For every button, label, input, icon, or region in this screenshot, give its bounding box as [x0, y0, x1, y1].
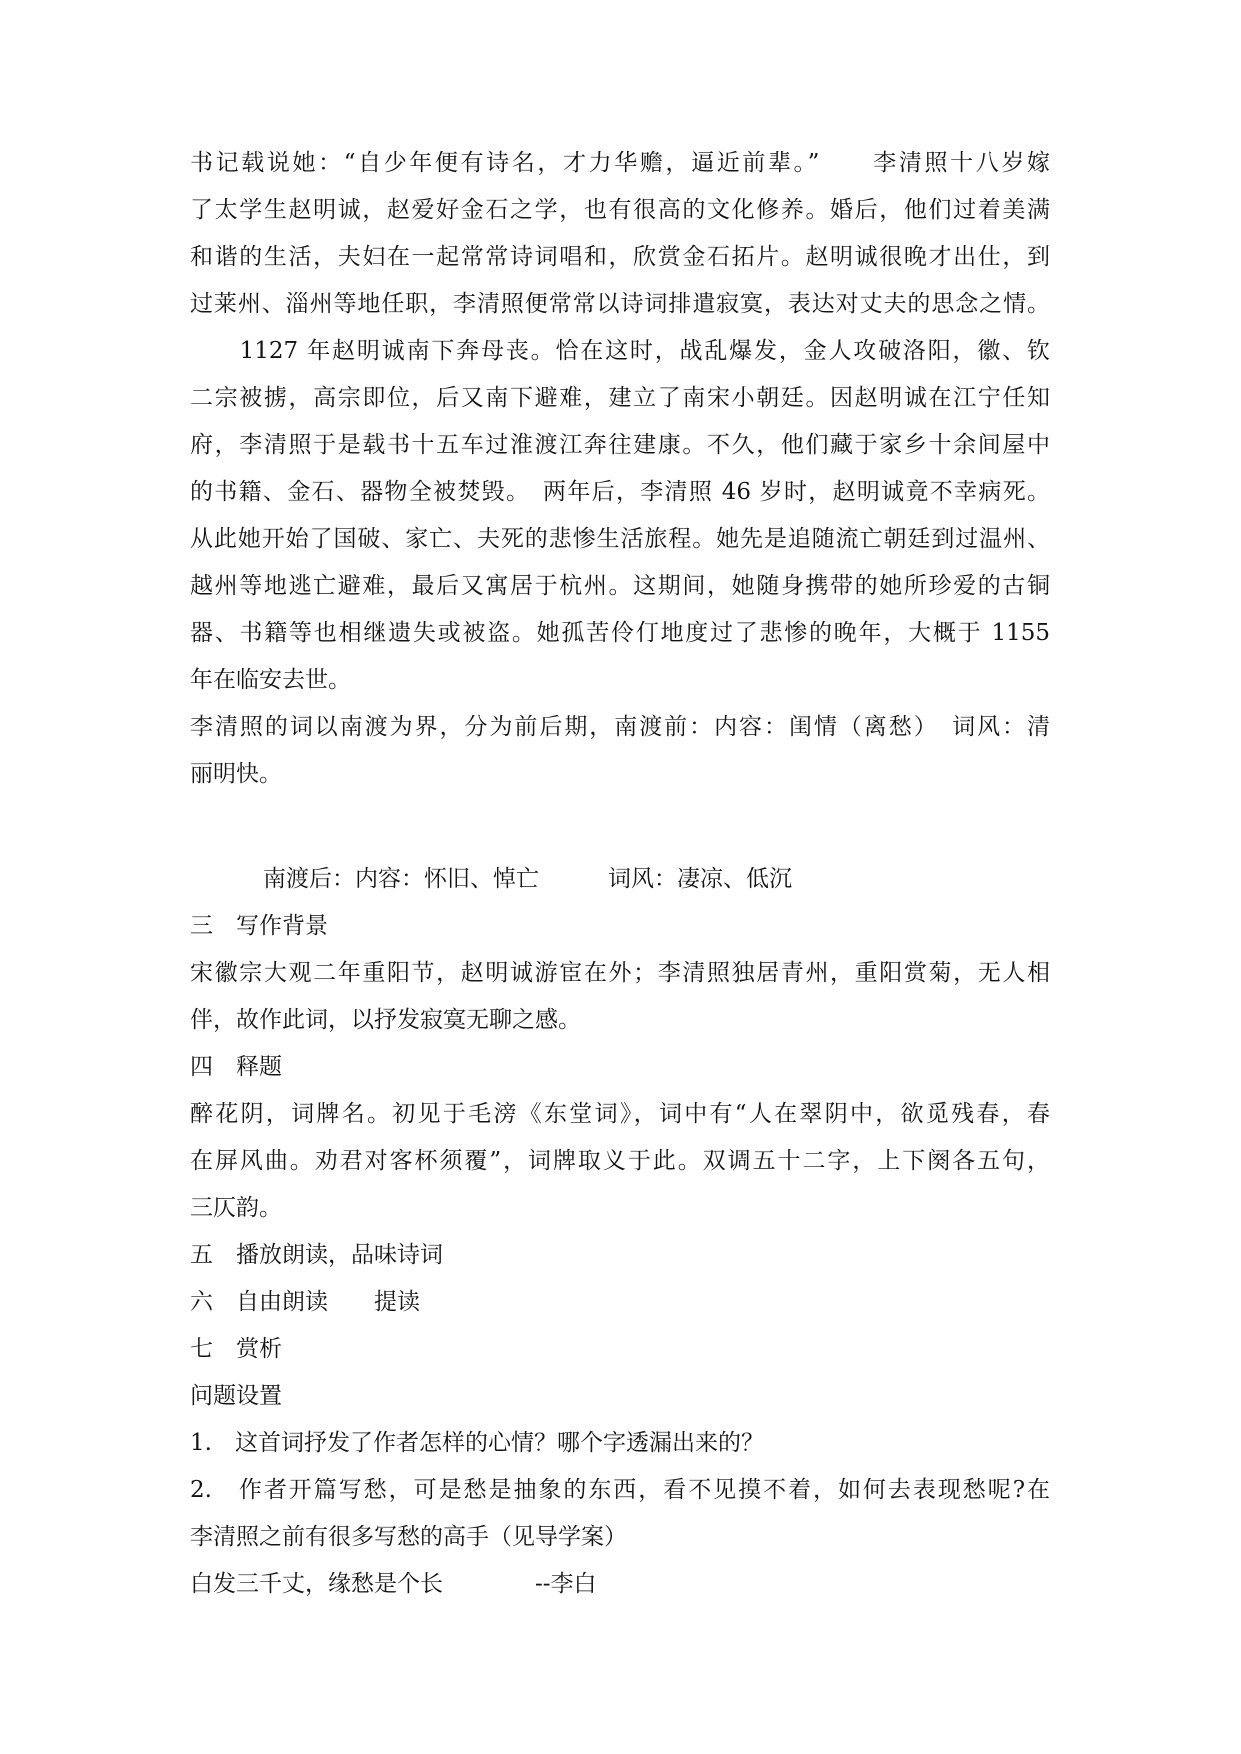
bio-line: 从此她开始了国破、家亡、夫死的悲惨生活旅程。她先是追随流亡朝廷到过温州、 [190, 526, 1050, 552]
bio-line: 年在临安去世。 [190, 667, 351, 693]
bio-line: 越州等地逃亡避难，最后又寓居于杭州。这期间，她随身携带的她所珍爱的古铜 [190, 573, 1050, 599]
bio-line: 书记载说她：“自少年便有诗名，才力华赡，逼近前辈。” 李清照十八岁嫁 [190, 150, 1050, 176]
bio-line: 了太学生赵明诚，赵爱好金石之学，也有很高的文化修养。婚后，他们过着美满 [190, 197, 1050, 223]
section-heading: 六 自由朗读 提读 [190, 1289, 420, 1315]
bio-line: 过莱州、淄州等地任职，李清照便常常以诗词排遣寂寞，表达对丈夫的思念之情。 [190, 291, 1050, 317]
section-heading: 七 赏析 [190, 1336, 282, 1362]
question-line: 2. 作者开篇写愁，可是愁是抽象的东西，看不见摸不着，如何去表现愁呢?在 [190, 1477, 1050, 1503]
section-heading: 四 释题 [190, 1054, 282, 1080]
style-after-line: 南渡后：内容：怀旧、悼亡 词风：凄凉、低沉 [263, 866, 792, 892]
bio-line: 二宗被掳，高宗即位，后又南下避难，建立了南宋小朝廷。因赵明诚在江宁任知 [190, 385, 1050, 411]
bio-line: 和谐的生活，夫妇在一起常常诗词唱和，欣赏金石拓片。赵明诚很晚才出仕，到 [190, 244, 1050, 270]
section-heading: 五 播放朗读，品味诗词 [190, 1242, 443, 1268]
style-line: 李清照的词以南渡为界，分为前后期，南渡前：内容：闺情（离愁） 词风：清 [190, 714, 1050, 740]
question-line: 1. 这首词抒发了作者怎样的心情？哪个字透漏出来的？ [190, 1430, 764, 1456]
paragraph-line: 宋徽宗大观二年重阳节，赵明诚游宦在外；李清照独居青州，重阳赏菊，无人相 [190, 960, 1050, 986]
paragraph-line: 三仄韵。 [190, 1195, 282, 1221]
section-heading: 三 写作背景 [190, 913, 328, 939]
subheading: 问题设置 [190, 1383, 282, 1409]
style-line: 丽明快。 [190, 761, 282, 787]
paragraph-line: 伴，故作此词，以抒发寂寞无聊之感。 [190, 1007, 581, 1033]
question-line: 李清照之前有很多写愁的高手（见导学案） [190, 1524, 627, 1550]
bio-line: 1127 年赵明诚南下奔母丧。恰在这时，战乱爆发，金人攻破洛阳，徽、钦 [190, 338, 1050, 364]
bio-line: 府，李清照于是载书十五车过淮渡江奔往建康。不久，他们藏于家乡十余间屋中 [190, 432, 1050, 458]
bio-line: 器、书籍等也相继遗失或被盗。她孤苦伶仃地度过了悲惨的晚年，大概于 1155 [190, 620, 1050, 646]
paragraph-line: 在屏风曲。劝君对客杯须覆”，词牌取义于此。双调五十二字，上下阕各五句， [190, 1148, 1050, 1174]
bio-line: 的书籍、金石、器物全被焚毁。 两年后，李清照 46 岁时，赵明诚竟不幸病死。 [190, 479, 1050, 505]
paragraph-line: 醉花阴，词牌名。初见于毛滂《东堂词》，词中有“人在翠阴中，欲觅残春，春 [190, 1101, 1050, 1127]
quote-line: 白发三千丈，缘愁是个长 --李白 [190, 1571, 597, 1597]
